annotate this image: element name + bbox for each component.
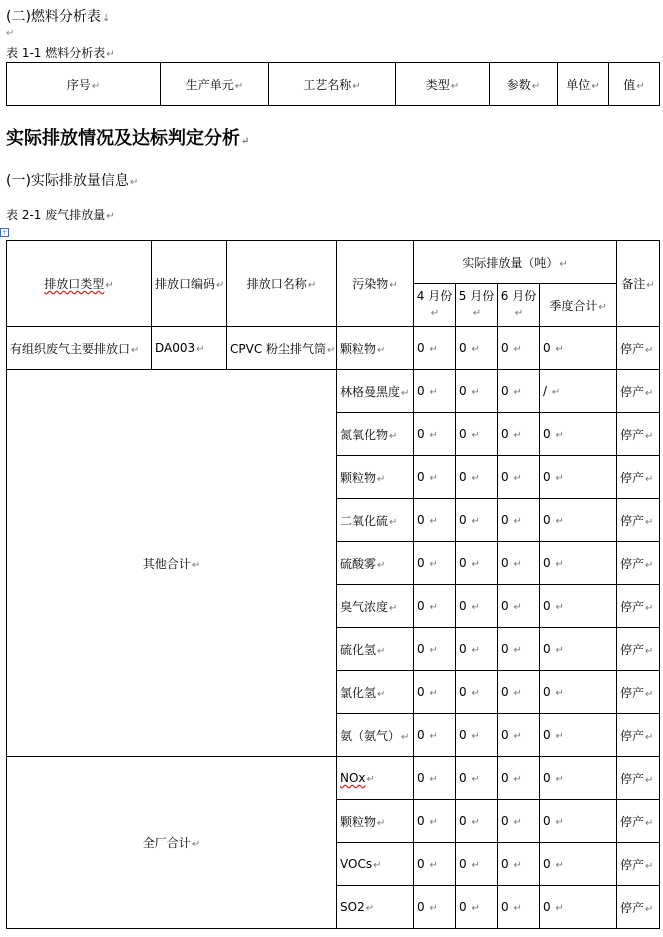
month-6-cell: 0 ↵ — [498, 542, 540, 585]
quarter-total-cell: 0 ↵ — [540, 714, 617, 757]
table1-header-row — [7, 63, 660, 106]
table-move-handle-icon[interactable]: + — [1, 229, 8, 236]
other-total-group — [7, 370, 660, 757]
pollutant-cell: 二氧化硫↵ — [337, 499, 414, 542]
main-heading: 实际排放情况及达标判定分析↵ — [6, 128, 250, 149]
quarter-total-cell: 0 ↵ — [540, 585, 617, 628]
table2-caption: 表 2-1 废气排放量↵ — [6, 208, 115, 222]
month-4-cell: 0 ↵ — [414, 886, 456, 929]
fuel-analysis-title: (二)燃料分析表↓ — [6, 9, 111, 25]
header-month-5: 5 月份↵ — [456, 284, 498, 327]
pollutant-cell: 氨（氨气）↵ — [337, 714, 414, 757]
pollutant-cell: VOCs↵ — [337, 843, 414, 886]
remark-cell: 停产↵ — [617, 456, 660, 499]
month-4-cell: 0 ↵ — [414, 843, 456, 886]
outlet-name-cell: CPVC 粉尘排气筒↵ — [227, 327, 337, 370]
outlet-type-cell: 有组织废气主要排放口↵ — [7, 327, 152, 370]
outlet-code-cell: DA003↵ — [152, 327, 227, 370]
remark-cell: 停产↵ — [617, 542, 660, 585]
month-4-cell: 0 ↵ — [414, 671, 456, 714]
actual-emission-title: (一)实际排放量信息↵ — [6, 173, 139, 189]
group-label-cell: 全厂合计↵ — [7, 757, 337, 929]
quarter-total-cell: 0 ↵ — [540, 671, 617, 714]
pollutant-cell: NOx↵ — [337, 757, 414, 800]
header-outlet-name: 排放口名称↵ — [227, 241, 337, 327]
header-month-6: 6 月份↵ — [498, 284, 540, 327]
remark-cell: 停产↵ — [617, 585, 660, 628]
table1-caption: 表 1-1 燃料分析表↵ — [6, 46, 115, 60]
quarter-total-cell: 0 ↵ — [540, 456, 617, 499]
pollutant-cell: 林格曼黑度↵ — [337, 370, 414, 413]
month-5-cell: 0 ↵ — [456, 714, 498, 757]
quarter-total-cell: 0 ↵ — [540, 757, 617, 800]
table-row — [7, 370, 660, 413]
remark-cell: 停产↵ — [617, 714, 660, 757]
month-6-cell: 0 ↵ — [498, 370, 540, 413]
month-6-cell: 0 ↵ — [498, 456, 540, 499]
month-6-cell: 0 ↵ — [498, 886, 540, 929]
header-month-4: 4 月份↵ — [414, 284, 456, 327]
remark-cell: 停产↵ — [617, 413, 660, 456]
quarter-total-cell: 0 ↵ — [540, 542, 617, 585]
month-6-cell: 0 ↵ — [498, 757, 540, 800]
quarter-total-cell: 0 ↵ — [540, 843, 617, 886]
month-5-cell: 0 ↵ — [456, 542, 498, 585]
header-quarter-total: 季度合计↵ — [540, 284, 617, 327]
month-4-cell: 0 ↵ — [414, 499, 456, 542]
remark-cell: 停产↵ — [617, 843, 660, 886]
month-4-cell: 0 ↵ — [414, 456, 456, 499]
pollutant-cell: 颗粒物↵ — [337, 800, 414, 843]
plant-total-group — [7, 757, 660, 929]
table1-header-cell: 生产单元↵ — [161, 63, 269, 106]
quarter-total-cell: 0 ↵ — [540, 499, 617, 542]
month-4-cell: 0 ↵ — [414, 413, 456, 456]
quarter-total-cell: 0 ↵ — [540, 800, 617, 843]
quarter-total-cell: 0 ↵ — [540, 413, 617, 456]
month-5-cell: 0 ↵ — [456, 757, 498, 800]
remark-cell: 停产↵ — [617, 671, 660, 714]
table-row — [7, 757, 660, 800]
month-5-cell: 0 ↵ — [456, 886, 498, 929]
month-6-cell: 0 ↵ — [498, 800, 540, 843]
month-6-cell: 0 ↵ — [498, 499, 540, 542]
quarter-total-cell: 0 ↵ — [540, 327, 617, 370]
month-6-cell: 0 ↵ — [498, 671, 540, 714]
remark-cell: 停产↵ — [617, 757, 660, 800]
month-5-cell: 0 ↵ — [456, 585, 498, 628]
pollutant-cell: 硫酸雾↵ — [337, 542, 414, 585]
month-6-cell: 0 ↵ — [498, 585, 540, 628]
month-4-cell: 0 ↵ — [414, 327, 456, 370]
quarter-total-cell: 0 ↵ — [540, 886, 617, 929]
table1-header-cell: 工艺名称↵ — [269, 63, 396, 106]
month-4-cell: 0 ↵ — [414, 585, 456, 628]
header-outlet-code: 排放口编码↵ — [152, 241, 227, 327]
pollutant-cell: 颗粒物↵ — [337, 327, 414, 370]
table1-header-cell: 单位↵ — [558, 63, 609, 106]
remark-cell: 停产↵ — [617, 800, 660, 843]
pollutant-cell: 臭气浓度↵ — [337, 585, 414, 628]
month-5-cell: 0 ↵ — [456, 843, 498, 886]
header-remark: 备注↵ — [617, 241, 660, 327]
emission-table — [6, 240, 660, 929]
remark-cell: 停产↵ — [617, 499, 660, 542]
header-actual-emission: 实际排放量（吨）↵ — [414, 241, 617, 284]
month-4-cell: 0 ↵ — [414, 714, 456, 757]
month-5-cell: 0 ↵ — [456, 370, 498, 413]
month-5-cell: 0 ↵ — [456, 800, 498, 843]
remark-cell: 停产↵ — [617, 327, 660, 370]
table-row — [7, 327, 660, 370]
table1-header-cell: 类型↵ — [396, 63, 490, 106]
header-pollutant: 污染物↵ — [337, 241, 414, 327]
month-6-cell: 0 ↵ — [498, 628, 540, 671]
month-4-cell: 0 ↵ — [414, 628, 456, 671]
month-4-cell: 0 ↵ — [414, 542, 456, 585]
month-6-cell: 0 ↵ — [498, 327, 540, 370]
quarter-total-cell: 0 ↵ — [540, 628, 617, 671]
group-label-cell: 其他合计↵ — [7, 370, 337, 757]
table1-header-cell: 参数↵ — [490, 63, 558, 106]
table1-header-cell: 序号↵ — [7, 63, 161, 106]
month-5-cell: 0 ↵ — [456, 628, 498, 671]
quarter-total-cell: / ↵ — [540, 370, 617, 413]
fuel-analysis-table — [6, 62, 660, 106]
month-5-cell: 0 ↵ — [456, 499, 498, 542]
paragraph-mark: ↵ — [6, 28, 15, 39]
month-5-cell: 0 ↵ — [456, 671, 498, 714]
month-5-cell: 0 ↵ — [456, 327, 498, 370]
pollutant-cell: 氮氧化物↵ — [337, 413, 414, 456]
table1-header-cell: 值↵ — [609, 63, 660, 106]
month-5-cell: 0 ↵ — [456, 456, 498, 499]
month-5-cell: 0 ↵ — [456, 413, 498, 456]
remark-cell: 停产↵ — [617, 886, 660, 929]
pollutant-cell: SO2↵ — [337, 886, 414, 929]
month-6-cell: 0 ↵ — [498, 413, 540, 456]
remark-cell: 停产↵ — [617, 370, 660, 413]
pollutant-cell: 硫化氢↵ — [337, 628, 414, 671]
month-6-cell: 0 ↵ — [498, 843, 540, 886]
table2-header-row — [7, 241, 660, 284]
header-outlet-type: 排放口类型↵ — [7, 241, 152, 327]
pollutant-cell: 氯化氢↵ — [337, 671, 414, 714]
month-4-cell: 0 ↵ — [414, 757, 456, 800]
remark-cell: 停产↵ — [617, 628, 660, 671]
month-6-cell: 0 ↵ — [498, 714, 540, 757]
month-4-cell: 0 ↵ — [414, 370, 456, 413]
month-4-cell: 0 ↵ — [414, 800, 456, 843]
pollutant-cell: 颗粒物↵ — [337, 456, 414, 499]
